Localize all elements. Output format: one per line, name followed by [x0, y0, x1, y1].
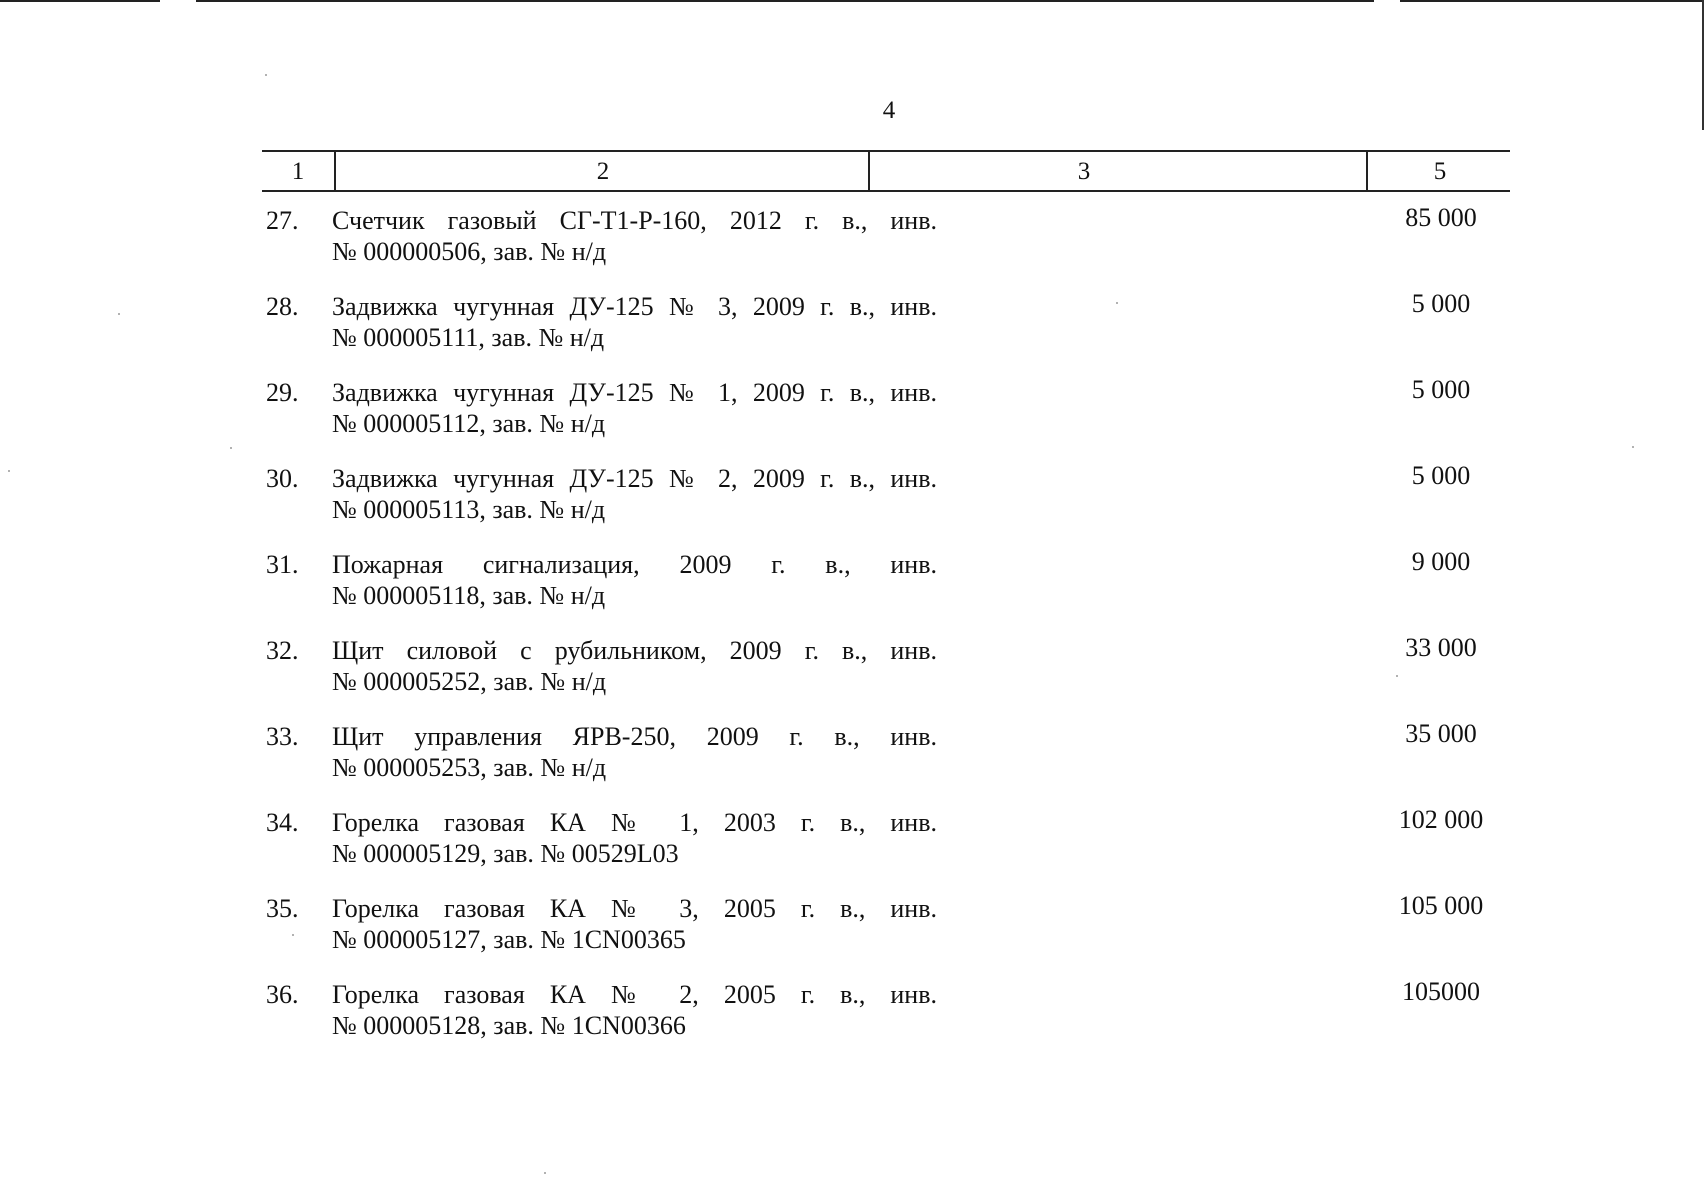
row-description: [332, 635, 937, 697]
row-number: 27.: [266, 206, 299, 235]
row-description: [332, 377, 937, 439]
row-value: 5 000: [1411, 461, 1471, 490]
row-number: 35.: [266, 894, 299, 923]
inventory-table: [262, 150, 1510, 1065]
table-row: [262, 549, 1510, 635]
column-header-5: 5: [1366, 152, 1512, 190]
table-row: [262, 893, 1510, 979]
description-line-2: № 000005113, зав. № н/д: [332, 495, 606, 524]
scan-speck: [1632, 446, 1634, 448]
table-row: [262, 463, 1510, 549]
table-row: [262, 291, 1510, 377]
scan-edge-line: [1400, 0, 1704, 2]
scan-speck: [118, 313, 120, 315]
scan-speck: [265, 74, 267, 76]
description-line-1: Пожарная сигнализация, 2009 г. в., инв.: [332, 550, 937, 579]
description-line-1: Горелка газовая КА № 3, 2005 г. в., инв.: [332, 894, 937, 923]
table-row: [262, 721, 1510, 807]
description-line-2: № 000005127, зав. № 1CN00365: [332, 925, 686, 954]
description-line-2: № 000005129, зав. № 00529L03: [332, 839, 679, 868]
description-line-2: № 000005253, зав. № н/д: [332, 753, 607, 782]
description-line-1: Горелка газовая КА № 1, 2003 г. в., инв.: [332, 808, 937, 837]
description-line-1: Задвижка чугунная ДУ-125 № 1, 2009 г. в., инв.: [332, 378, 937, 407]
description-line-1: Горелка газовая КА № 2, 2005 г. в., инв.: [332, 980, 937, 1009]
scan-speck: [8, 470, 10, 472]
row-number: 33.: [266, 722, 299, 751]
row-description: [332, 549, 937, 611]
table-header-row: [262, 150, 1510, 192]
description-line-1: Задвижка чугунная ДУ-125 № 3, 2009 г. в., инв.: [332, 292, 937, 321]
description-line-2: № 000005111, зав. № н/д: [332, 323, 605, 352]
scan-edge-line: [0, 0, 160, 2]
column-header-2: 2: [334, 152, 870, 190]
description-line-2: № 000005112, зав. № н/д: [332, 409, 606, 438]
row-number: 31.: [266, 550, 299, 579]
row-description: [332, 979, 937, 1041]
row-number: 34.: [266, 808, 299, 837]
table-body: [262, 205, 1510, 1065]
description-line-2: № 000005118, зав. № н/д: [332, 581, 606, 610]
row-value: 5 000: [1411, 375, 1471, 404]
row-value: 85 000: [1405, 203, 1477, 232]
description-line-2: № 000000506, зав. № н/д: [332, 237, 607, 266]
row-number: 28.: [266, 292, 299, 321]
row-description: [332, 807, 937, 869]
row-description: [332, 893, 937, 955]
row-value: 105 000: [1398, 891, 1484, 920]
row-description: [332, 721, 937, 783]
scan-speck: [230, 447, 232, 449]
table-row: [262, 377, 1510, 463]
column-header-1: 1: [291, 158, 305, 185]
row-number: 29.: [266, 378, 299, 407]
scan-edge-line: [196, 0, 1374, 2]
description-line-2: № 000005128, зав. № 1CN00366: [332, 1011, 686, 1040]
description-line-2: № 000005252, зав. № н/д: [332, 667, 607, 696]
scan-speck: [544, 1172, 546, 1174]
table-row: [262, 807, 1510, 893]
table-row: [262, 635, 1510, 721]
column-header-3: 3: [868, 152, 1298, 190]
row-value: 5 000: [1411, 289, 1471, 318]
table-row: [262, 205, 1510, 291]
row-value: 35 000: [1405, 719, 1477, 748]
description-line-1: Щит силовой с рубильником, 2009 г. в., инв.: [332, 636, 937, 665]
description-line-1: Счетчик газовый СГ-Т1-Р-160, 2012 г. в., инв.: [332, 206, 937, 235]
row-number: 30.: [266, 464, 299, 493]
row-description: [332, 463, 937, 525]
row-number: 32.: [266, 636, 299, 665]
description-line-1: Щит управления ЯРВ-250, 2009 г. в., инв.: [332, 722, 937, 751]
row-description: [332, 291, 937, 353]
table-row: [262, 979, 1510, 1065]
row-value: 33 000: [1405, 633, 1477, 662]
row-value: 105000: [1402, 977, 1480, 1006]
row-number: 36.: [266, 980, 299, 1009]
page-number: 4: [882, 97, 896, 124]
row-value: 9 000: [1411, 547, 1471, 576]
description-line-1: Задвижка чугунная ДУ-125 № 2, 2009 г. в., инв.: [332, 464, 937, 493]
row-description: [332, 205, 937, 267]
row-value: 102 000: [1398, 805, 1484, 834]
